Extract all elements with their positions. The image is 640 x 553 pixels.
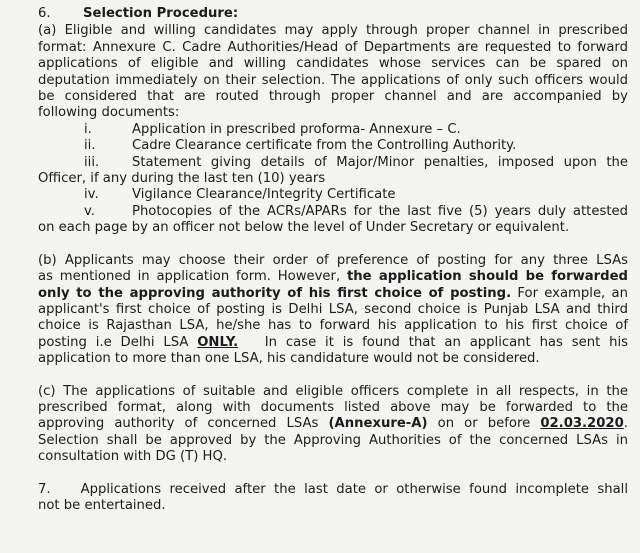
- list-item-numeral: iii.: [84, 154, 100, 170]
- list-item-numeral: ii.: [84, 138, 96, 154]
- document-list: [38, 122, 628, 237]
- paragraph-a: [38, 23, 628, 121]
- para-b-line: (b) Applicants may choose their order of preference of posting for any three LSAs: [38, 252, 628, 268]
- para-a-line: following documents:: [38, 105, 180, 121]
- list-item-text: Cadre Clearance certificate from the Controlling Authority.: [132, 138, 517, 154]
- paragraph-b: [38, 253, 628, 368]
- para-b-emphasis: only to the approving authority of his first choice of posting.: [38, 285, 512, 301]
- section-7: [38, 482, 628, 515]
- para-b-line: application to more than one LSA, his candidature would not be considered.: [38, 351, 540, 367]
- para-b-line: [38, 269, 628, 285]
- para-c-text: approving authority of concerned LSAs: [38, 416, 319, 432]
- list-item-continuation: on each page by an officer not below the level of Under Secretary or equivalent.: [38, 220, 570, 236]
- para-c-line: Selection shall be approved by the Approving Authorities of the concerned LSAs in: [38, 432, 628, 448]
- para-b-text: In case it is found that an applicant has sent his: [264, 334, 628, 350]
- para-a-line: be considered that are routed through proper channel and are accompanied by: [38, 89, 628, 105]
- list-item: [38, 122, 628, 138]
- list-item: [38, 155, 628, 171]
- list-item-numeral: i.: [84, 121, 92, 137]
- para-b-line: [38, 335, 628, 351]
- list-item: [38, 138, 628, 154]
- list-item-numeral: v.: [84, 203, 95, 219]
- list-item: [38, 204, 628, 220]
- list-item: [38, 187, 628, 203]
- annexure-a-reference: (Annexure-A): [328, 416, 428, 432]
- para-b-line: choice is Rajasthan LSA, he/she has to forward his application to his first choice of: [38, 318, 628, 334]
- para-b-only-emphasis: ONLY.: [197, 334, 239, 350]
- para-b-line: applicant's first choice of posting is Delhi LSA, second choice is Punjab LSA and third: [38, 301, 628, 317]
- para-a-line: deputation immediately on their selection. The applications of only such officers would: [38, 72, 628, 88]
- list-item-text: Photocopies of the ACRs/APARs for the last five (5) years duly attested: [132, 203, 628, 219]
- last-date: 02.03.2020: [540, 416, 624, 432]
- paragraph-c: [38, 384, 628, 466]
- para-b-emphasis: the application should be forwarded: [346, 269, 628, 285]
- section-7-line: [38, 482, 628, 498]
- para-c-text: on or before: [437, 416, 531, 432]
- para-c-line: [38, 416, 628, 432]
- para-a-line: format: Annexure C. Cadre Authorities/Head of Departments are requested to forward: [38, 39, 628, 55]
- section-6-title: Selection Procedure:: [83, 6, 239, 21]
- section-7-number: 7.: [38, 481, 51, 497]
- section-7-line: not be entertained.: [38, 497, 166, 513]
- para-b-text: For example, an: [517, 285, 628, 301]
- list-item-text: Statement giving details of Major/Minor penalties, imposed upon the: [132, 154, 628, 170]
- list-item-text: Application in prescribed proforma- Annexure – C.: [132, 121, 461, 137]
- para-a-line: applications of eligible and willing candidates whose services can be spared on: [38, 56, 628, 72]
- para-c-line: (c) The applications of suitable and eligible officers complete in all respects, in the: [38, 383, 628, 399]
- section-6-number: 6.: [38, 6, 51, 21]
- section-6-heading: [38, 6, 628, 22]
- para-b-text: as mentioned in application form. However,: [38, 269, 341, 285]
- para-c-line: consultation with DG (T) HQ.: [38, 449, 228, 465]
- para-b-line: [38, 286, 628, 302]
- para-c-period: .: [623, 416, 628, 432]
- list-item-numeral: iv.: [84, 187, 99, 203]
- para-a-line: (a) Eligible and willing candidates may apply through proper channel in prescribed: [38, 23, 628, 39]
- list-item-continuation: Officer, if any during the last ten (10) years: [38, 171, 326, 187]
- para-c-line: prescribed format, along with documents listed above may be forwarded to the: [38, 399, 628, 415]
- section-7-text: Applications received after the last date or otherwise found incomplete shall: [80, 481, 628, 497]
- list-item-text: Vigilance Clearance/Integrity Certificate: [132, 187, 396, 203]
- para-b-text: posting i.e Delhi LSA: [38, 334, 189, 350]
